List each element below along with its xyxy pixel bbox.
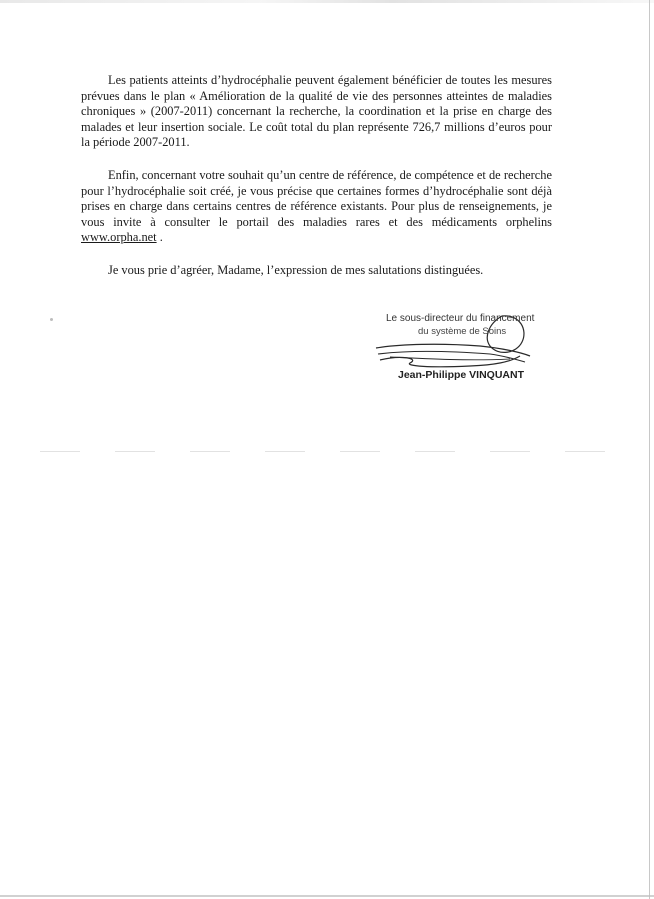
letter-body — [81, 73, 552, 296]
paragraph-plan: Les patients atteints d’hydrocéphalie peuvent également bénéficier de toutes les mesures prévues dans le plan « Amélioration de la qualité de vie des personnes atteintes de maladies chroniques » (2007-2011) concernant la recherche, la coordination et la prise en charge des malades et leur insertion sociale. Le coût total du plan représente 726,7 millions d’euros pour la période 2007-2011. — [81, 73, 552, 150]
scan-speck — [50, 318, 53, 321]
signatory-title-line1: Le sous-directeur du financement — [386, 313, 535, 324]
paragraph-reference-centre-text: Enfin, concernant votre souhait qu’un centre de référence, de compétence et de recherche pour l’hydrocéphalie soit créé, je vous précise que certaines formes d’hydrocéphalie sont déjà prises en charge dans certains centres de référence existants. Pour plus de renseignements, je vous invite à consulter le portail des maladies rares et des médicaments orphelins — [81, 167, 552, 229]
link-suffix: . — [156, 230, 163, 245]
paragraph-reference-centre — [81, 168, 552, 246]
scan-edge-right — [649, 0, 650, 899]
signature-block — [370, 310, 550, 390]
scan-fold-line — [40, 451, 620, 452]
scan-edge-bottom — [0, 895, 654, 897]
orpha-link[interactable]: www.orpha.net — [81, 230, 157, 245]
signatory-title-line2: du système de Soins — [418, 326, 507, 337]
closing-formula: Je vous prie d’agréer, Madame, l’expression de mes salutations distinguées. — [108, 262, 484, 277]
scan-edge-top — [0, 0, 654, 3]
signatory-name: Jean-Philippe VINQUANT — [398, 369, 525, 381]
